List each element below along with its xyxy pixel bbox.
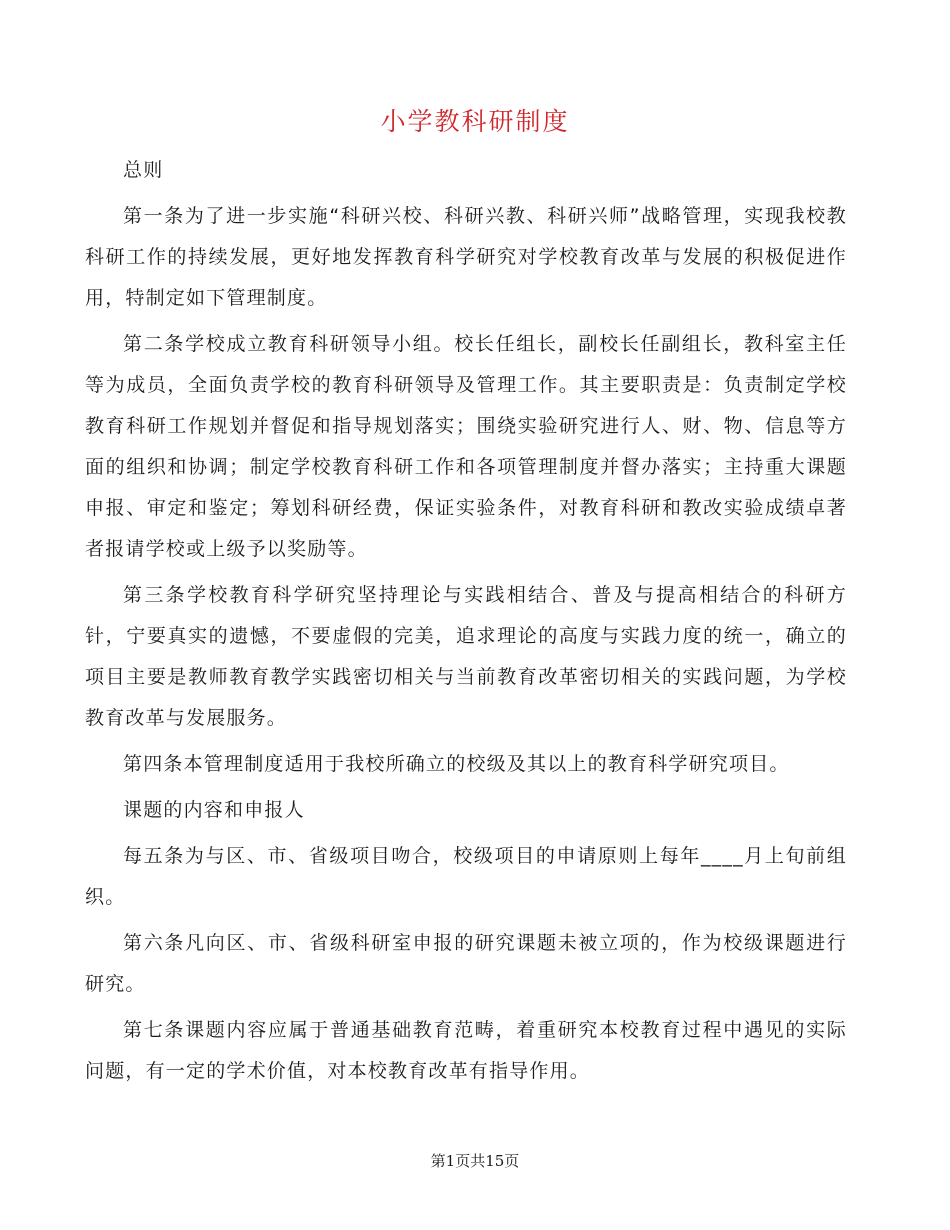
page-footer: 第1页共15页 [430, 1152, 520, 1170]
article-3: 第三条学校教育科学研究坚持理论与实践相结合、普及与提高相结合的科研方针，宁要真实的遗憾，不要虚假的完美，追求理论的高度与实践力度的统一，确立的项目主要是教师教育教学实践密切相关与当前教育改革密切相关的实践问题，为学校教育改革与发展服务。 [85, 584, 847, 729]
document-title: 小学教科研制度 [380, 107, 570, 136]
article-1: 第一条为了进一步实施“科研兴校、科研兴教、科研兴师”战略管理，实现我校教科研工作的持续发展，更好地发挥教育科学研究对学校教育改革与发展的积极促进作用，特制定如下管理制度。 [85, 205, 847, 309]
article-7: 第七条课题内容应属于普通基础教育范畴，着重研究本校教育过程中遇见的实际问题，有一定的学术价值，对本校教育改革有指导作用。 [85, 1019, 847, 1082]
article-4: 第四条本管理制度适用于我校所确立的校级及其以上的教育科学研究项目。 [123, 753, 790, 775]
article-6: 第六条凡向区、市、省级科研室申报的研究课题未被立项的，作为校级课题进行研究。 [85, 932, 847, 995]
article-5: 每五条为与区、市、省级项目吻合，校级项目的申请原则上每年____月上旬前组织。 [85, 845, 847, 908]
section-heading-topics: 课题的内容和申报人 [123, 799, 305, 821]
section-heading-general: 总则 [123, 159, 164, 181]
document-body [85, 150, 847, 1097]
article-2: 第二条学校成立教育科研领导小组。校长任组长，副校长任副组长，教科室主任等为成员，全面负责学校的教育科研领导及管理工作。其主要职责是：负责制定学校教育科研工作规划并督促和指导规划落实；围绕实验研究进行人、财、物、信息等方面的组织和协调；制定学校教育科研工作和各项管理制度并督办落实；主持重大课题申报、审定和鉴定；筹划科研经费，保证实验条件，对教育科研和教改实验成绩卓著者报请学校或上级予以奖励等。 [85, 333, 847, 560]
